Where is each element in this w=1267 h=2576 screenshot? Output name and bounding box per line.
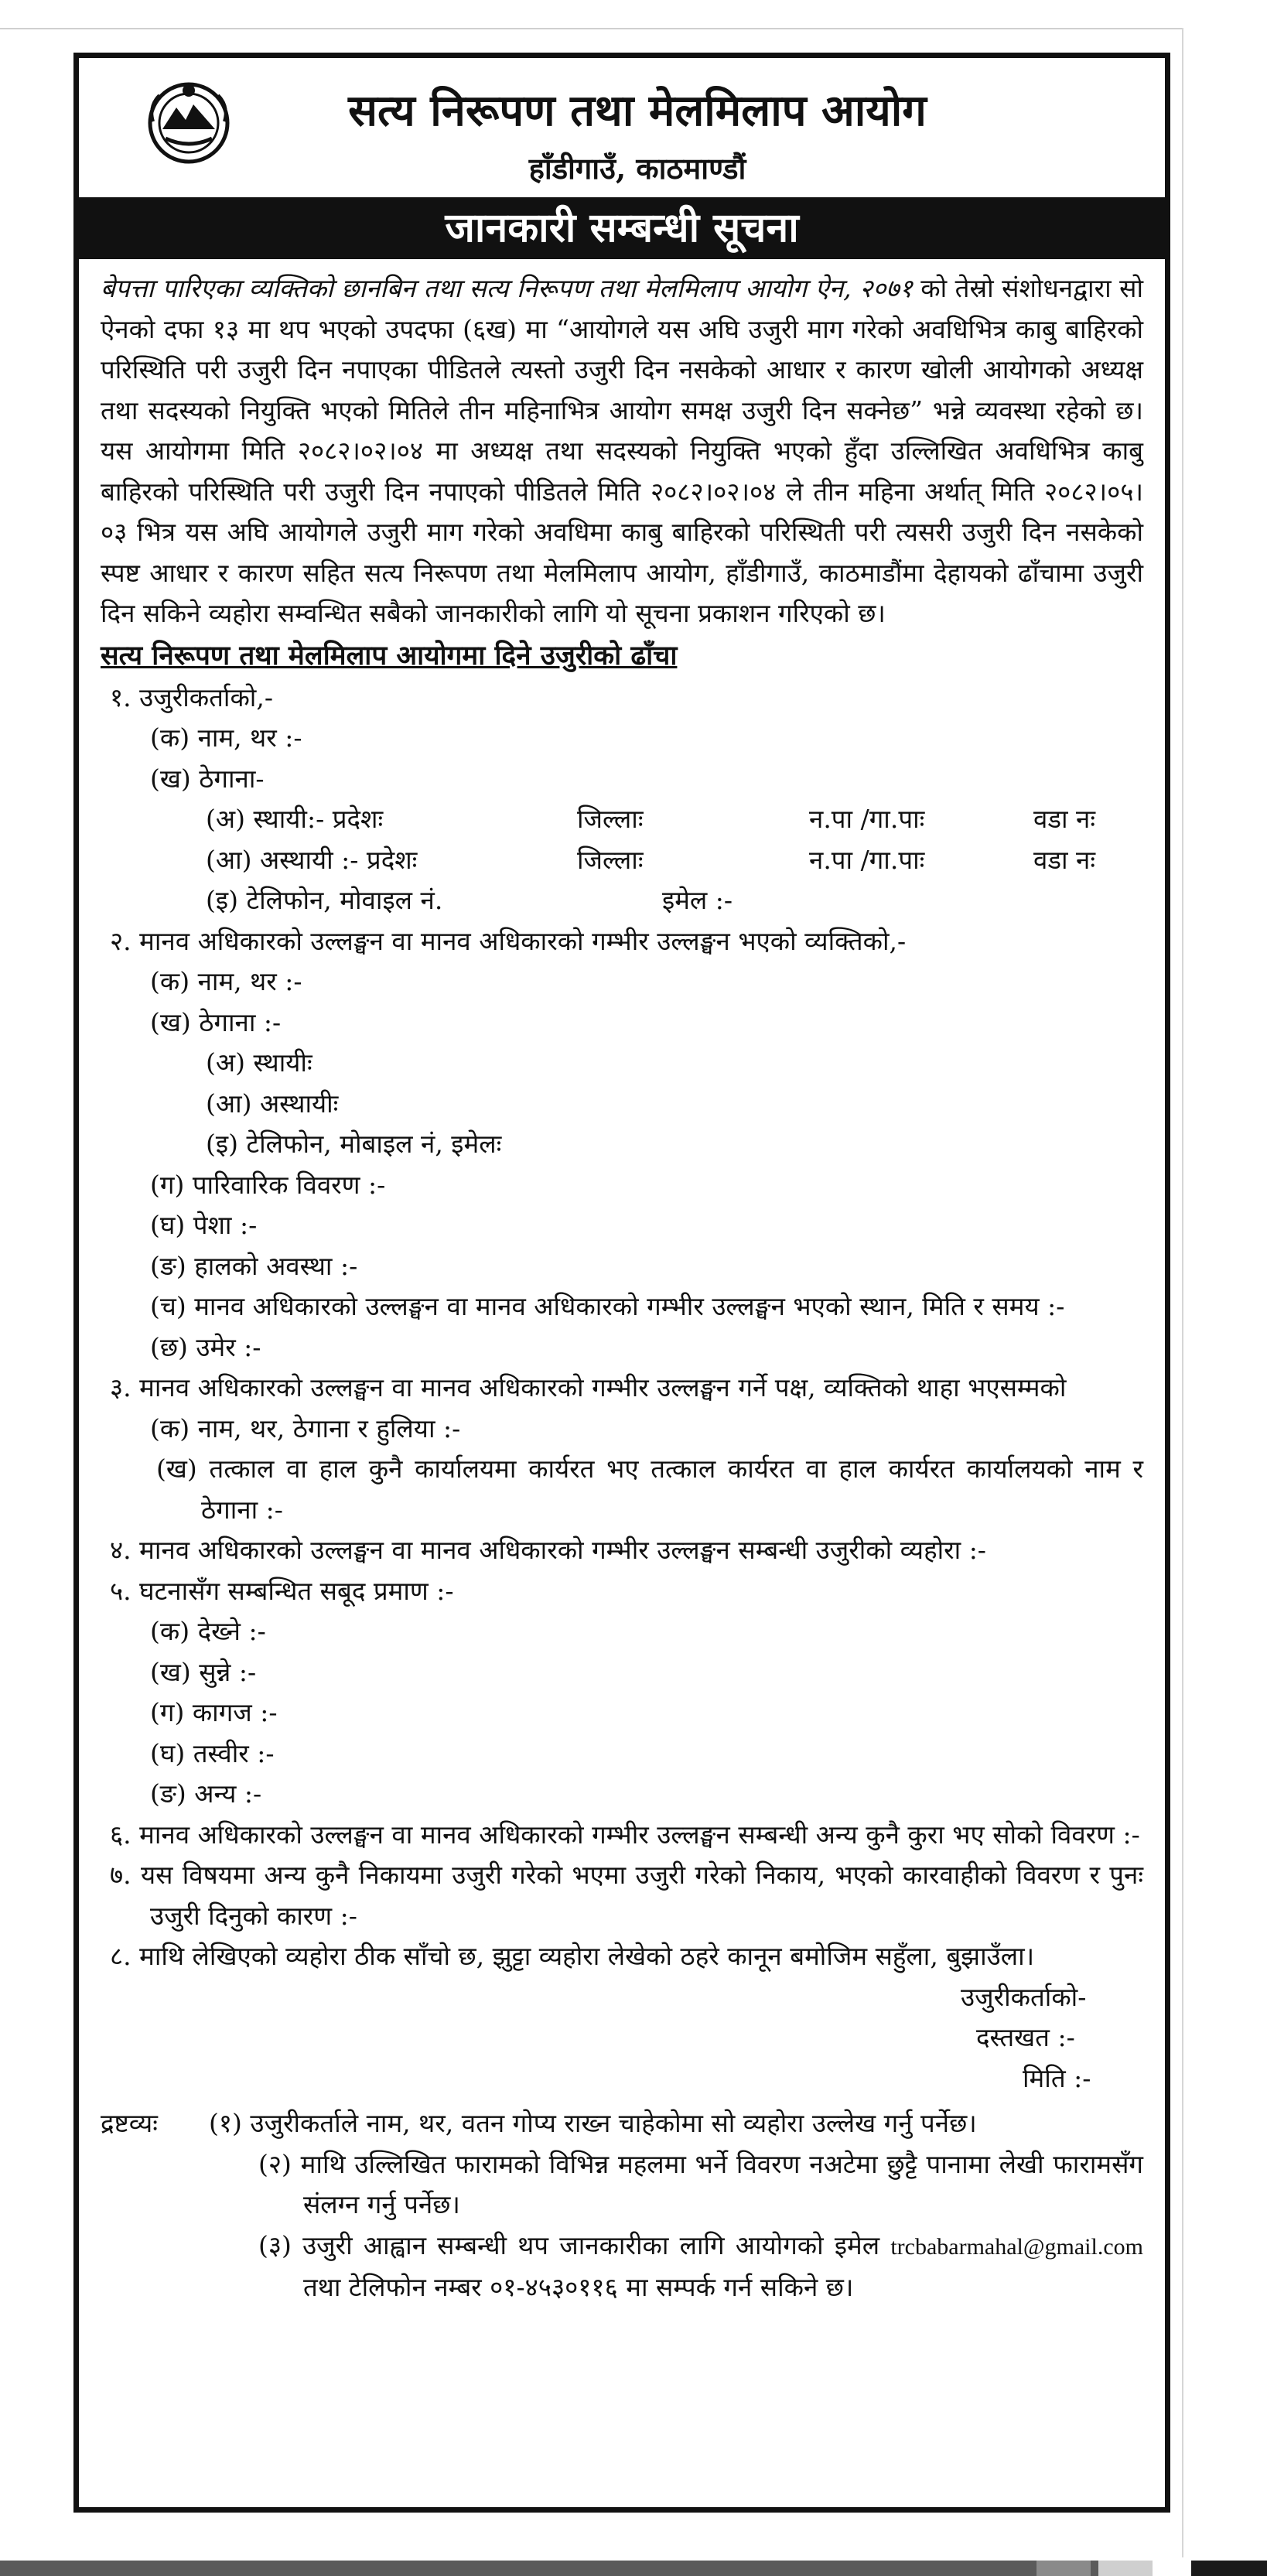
s1-temporary-row: [101, 840, 1143, 881]
s5-other: (ङ) अन्य :-: [150, 1778, 262, 1809]
s5-witness: (क) देख्ने :-: [150, 1616, 266, 1646]
s2-occupation: (घ) पेशा :-: [150, 1210, 258, 1240]
organization-title: सत्य निरूपण तथा मेलमिलाप आयोग: [348, 85, 927, 136]
notice-header: [79, 58, 1165, 251]
s2-condition: (ङ) हालको अवस्था :-: [150, 1250, 358, 1281]
note-3-row: [101, 2226, 1143, 2308]
s2-address: (ख) ठेगाना :-: [150, 1006, 282, 1037]
s5-heading: ५. घटनासँग सम्बन्धित सबूद प्रमाण :-: [110, 1575, 454, 1606]
notes-label: द्रष्टव्यः: [101, 2108, 158, 2138]
s5-hearsay: (ख) सुन्ने :-: [150, 1656, 257, 1687]
top-rule: [0, 28, 1183, 29]
intro-text: को तेस्रो संशोधनद्वारा सो ऐनको दफा १३ मा थप भएको उपदफा (६ख) मा “आयोगले यस अघि उजुरी माग गरेको अवधिभित्र काबु बाहिरको परिस्थिति परी उजुरी दिन नपाएका पीडितले त्यस्तो उजुरी दिन नसकेको आधार र कारण खोली आयोगको अध्यक्ष तथा सदस्यको नियुक्ति भएको मितिले तीन महिनाभित्र आयोग समक्ष उजुरी दिन सक्नेछ” भन्ने व्यवस्था रहेको छ। यस आयोगमा मिति २०८२।०२।०४ मा अध्यक्ष तथा सदस्यको नियुक्ति भएको हुँदा उल्लिखित अवधिभित्र काबु बाहिरको परिस्थिति परी उजुरी दिन नपाएको पीडितले मिति २०८२।०२।०४ ले तीन महिना अर्थात् मिति २०८२।०५।०३ भित्र यस अघि आयोगले उजुरी माग गरेको अवधिमा काबु बाहिरको परिस्थिती परी त्यसरी उजुरी दिन नसकेको स्पष्ट आधार र कारण सहित सत्य निरूपण तथा मेलमिलाप आयोग, हाँडीगाउँ, काठमाडौंमा देहायको ढाँचामा उजुरी दिन सकिने व्यहोरा सम्वन्धित सबैको जानकारीको लागि यो सूचना प्रकाशन गरिएको छ।: [101, 273, 1143, 628]
s1-permanent-municipality: न.पा /गा.पाः: [809, 804, 925, 834]
s1-permanent-row: [101, 799, 1143, 840]
notice-body: [101, 268, 1143, 2308]
bottom-bar-segment: [1036, 2561, 1091, 2576]
s2-place: (च) मानव अधिकारको उल्लङ्घन वा मानव अधिकारको गम्भीर उल्लङ्घन भएको स्थान, मिति र समय :-: [150, 1291, 1065, 1321]
s1-temporary-municipality: न.पा /गा.पाः: [809, 844, 925, 875]
signature-date: मिति :-: [1023, 2062, 1091, 2093]
signature-sign: दस्तखत :-: [976, 2022, 1075, 2052]
bottom-bar: [0, 2561, 1267, 2576]
s3-name: (क) नाम, थर, ठेगाना र हुलिया :-: [150, 1413, 461, 1443]
form-title: सत्य निरूपण तथा मेलमिलाप आयोगमा दिने उजुरीको ढाँचा: [101, 639, 678, 671]
right-rule: [1182, 28, 1183, 2557]
s1-name: (क) नाम, थर :-: [150, 723, 302, 753]
note-3-prefix: (३) उजुरी आह्वान सम्बन्धी थप जानकारीका लागि आयोगको इमेल: [258, 2229, 891, 2260]
bottom-bar-segment: [1153, 2561, 1191, 2576]
s5-photo: (घ) तस्वीर :-: [150, 1737, 275, 1768]
s1-heading: १. उजुरीकर्ताको,-: [110, 682, 273, 712]
s1-permanent-label: (अ) स्थायी:- प्रदेशः: [206, 804, 384, 834]
s6-other-details: ६. मानव अधिकारको उल्लङ्घन वा मानव अधिकारको गम्भीर उल्लङ्घन सम्बन्धी अन्य कुनै कुरा भए सोको विवरण :-: [110, 1819, 1140, 1850]
s2-family: (ग) पारिवारिक विवरण :-: [150, 1169, 386, 1200]
s5-document: (ग) कागज :-: [150, 1697, 278, 1727]
intro-act-name: बेपत्ता पारिएका व्यक्तिको छानबिन तथा सत्य निरूपण तथा मेलमिलाप आयोग ऐन, २०७१: [101, 273, 913, 303]
notes-section: [101, 2103, 1143, 2308]
s2-heading: २. मानव अधिकारको उल्लङ्घन वा मानव अधिकारको गम्भीर उल्लङ्घन भएको व्यक्तिको,-: [110, 925, 907, 956]
commission-email: trcbabarmahal@gmail.com: [890, 2233, 1143, 2260]
s2-permanent: (अ) स्थायीः: [206, 1047, 312, 1078]
intro-paragraph: [101, 268, 1143, 634]
organization-address: हाँडीगाउँ, काठमाण्डौं: [528, 151, 746, 186]
s1-temporary-district: जिल्लाः: [577, 844, 644, 875]
s2-temporary: (आ) अस्थायीः: [206, 1088, 339, 1119]
s8-declaration: ८. माथि लेखिएको व्यहोरा ठीक साँचो छ, झुट्टा व्यहोरा लेखेको ठहरे कानून बमोजिम सहुँला, बुझाउँला।: [110, 1941, 1035, 1971]
bottom-bar-segment: [1191, 2561, 1267, 2576]
note-3-suffix: तथा टेलिफोन नम्बर ०१-४५३०११६ मा सम्पर्क गर्न सकिने छ।: [303, 2272, 854, 2302]
s4-complaint: ४. मानव अधिकारको उल्लङ्घन वा मानव अधिकारको गम्भीर उल्लङ्घन सम्बन्धी उजुरीको व्यहोरा :-: [110, 1535, 986, 1565]
signature-complainant: उजुरीकर्ताको-: [961, 1981, 1087, 2012]
s1-temporary-ward: वडा नः: [1033, 844, 1096, 875]
s1-address: (ख) ठेगाना-: [150, 763, 265, 794]
notice-frame: [73, 53, 1170, 2513]
s1-temporary-label: (आ) अस्थायी :- प्रदेशः: [206, 844, 418, 875]
notice-banner: जानकारी सम्बन्धी सूचना: [79, 197, 1165, 259]
s1-email: इमेल :-: [662, 885, 733, 915]
note-2: (२) माथि उल्लिखित फारामको विभिन्न महलमा भर्ने विवरण नअटेमा छुट्टै पानामा लेखी फारामसँग संलग्न गर्नु पर्नेछ।: [258, 2148, 1143, 2219]
s1-permanent-ward: वडा नः: [1033, 804, 1096, 834]
s2-name: (क) नाम, थर :-: [150, 966, 302, 996]
bottom-bar-segment: [1098, 2561, 1153, 2576]
s3-heading: ३. मानव अधिकारको उल्लङ्घन वा मानव अधिकारको गम्भीर उल्लङ्घन गर्ने पक्ष, व्यक्तिको थाहा भएसम्मको: [110, 1372, 1067, 1402]
s2-age: (छ) उमेर :-: [150, 1331, 261, 1362]
s7-other-agency: ७. यस विषयमा अन्य कुनै निकायमा उजुरी गरेको भएमा उजुरी गरेको निकाय, भएको कारवाहीको विवरण र पुनः उजुरी दिनुको कारण :-: [110, 1860, 1143, 1931]
note-1-row: [101, 2103, 1143, 2144]
s2-contact: (इ) टेलिफोन, मोबाइल नं, इमेलः: [206, 1129, 502, 1159]
note-2-row: [101, 2144, 1143, 2226]
s3-office: (ख) तत्काल वा हाल कुनै कार्यालयमा कार्यरत भए तत्काल कार्यरत वा हाल कार्यरत कार्यालयको नाम र ठेगाना :-: [156, 1454, 1143, 1525]
note-1: (१) उजुरीकर्ताले नाम, थर, वतन गोप्य राख्न चाहेकोमा सो व्यहोरा उल्लेख गर्नु पर्नेछ।: [209, 2108, 977, 2138]
s1-phone: (इ) टेलिफोन, मोवाइल नं.: [206, 885, 443, 915]
note-3: [209, 2226, 1143, 2308]
s1-permanent-district: जिल्लाः: [577, 804, 644, 834]
s1-phone-row: [101, 880, 1143, 921]
